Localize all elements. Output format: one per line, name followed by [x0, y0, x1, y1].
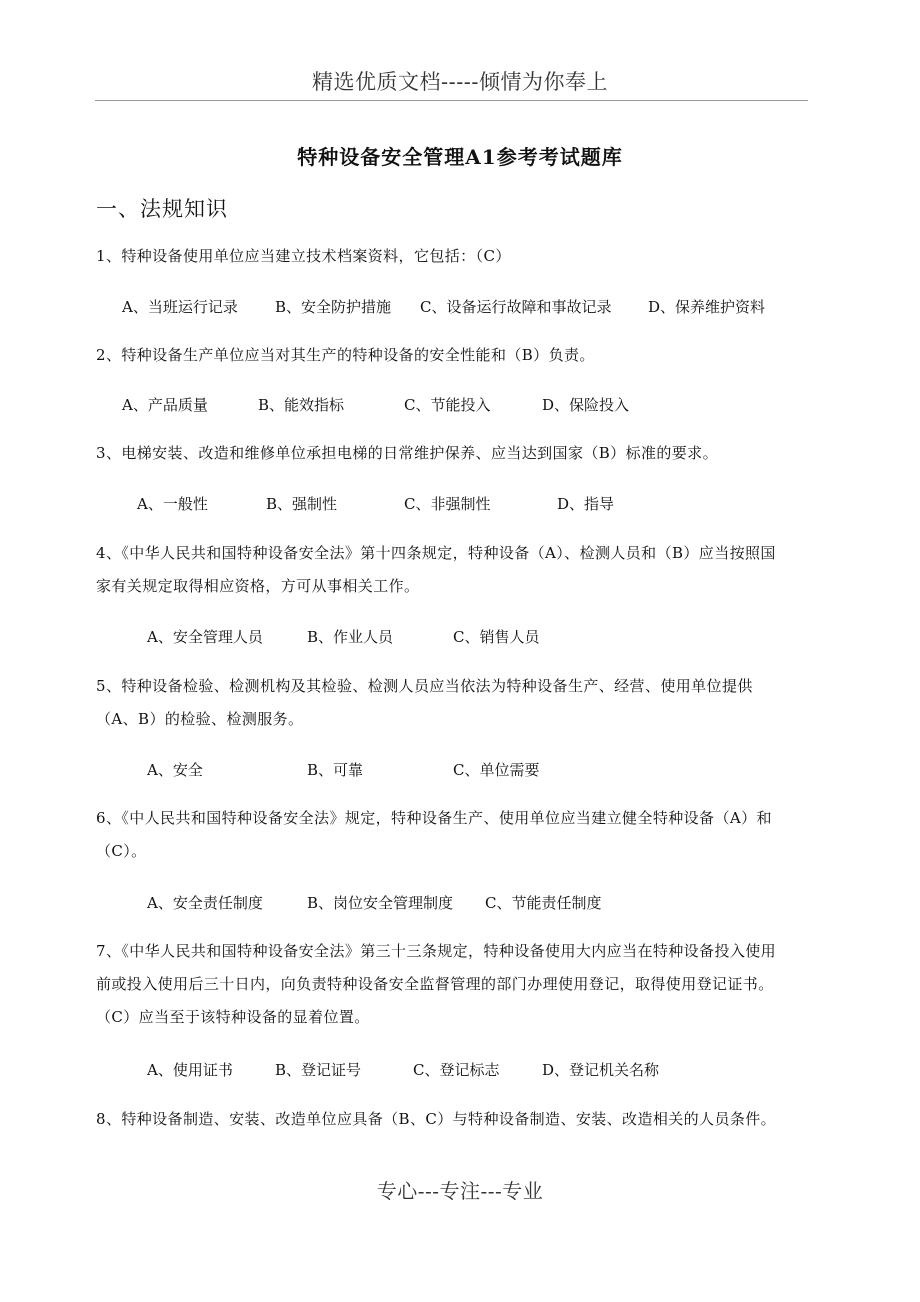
question-text: 1、特种设备使用单位应当建立技术档案资料，它包括：（C）: [96, 247, 511, 265]
question-text: 5、特种设备检验、检测机构及其检验、检测人员应当依法为特种设备生产、经营、使用单位提供: [96, 677, 753, 695]
page-header: 精选优质文档-----倾情为你奉上: [312, 70, 608, 94]
section-heading: 一、法规知识: [96, 197, 228, 221]
option-b: B、登记证号: [275, 1061, 362, 1079]
question-7: [96, 935, 809, 1034]
option-a: A、使用证书: [147, 1061, 233, 1079]
option-a: A、当班运行记录: [122, 298, 238, 316]
option-b: B、可靠: [307, 761, 364, 779]
option-b: B、作业人员: [307, 628, 394, 646]
option-b: B、强制性: [266, 495, 338, 513]
option-c: C、设备运行故障和事故记录: [420, 298, 612, 316]
question-5: [96, 670, 809, 736]
document-title: 特种设备安全管理A1参考考试题库: [297, 145, 623, 169]
question-2: [96, 339, 809, 372]
option-a: A、一般性: [137, 495, 208, 513]
question-text: （C）。: [96, 842, 147, 860]
option-c: C、非强制性: [404, 495, 491, 513]
question-text: 前或投入使用后三十日内，向负责特种设备安全监督管理的部门办理使用登记，取得使用登记证书。: [96, 975, 774, 993]
header-divider: [95, 100, 808, 101]
option-a: A、安全管理人员: [147, 628, 263, 646]
question-text: 4、《中华人民共和国特种设备安全法》第十四条规定，特种设备（A）、检测人员和（B）应当按照国: [96, 544, 776, 562]
question-text: 7、《中华人民共和国特种设备安全法》第三十三条规定，特种设备使用大内应当在特种设备投入使用: [96, 942, 777, 960]
option-c: C、节能投入: [404, 396, 491, 414]
question-text: （C）应当至于该特种设备的显着位置。: [96, 1008, 370, 1026]
question-text: 家有关规定取得相应资格，方可从事相关工作。: [96, 577, 420, 595]
question-text: 2、特种设备生产单位应当对其生产的特种设备的安全性能和（B）负责。: [96, 346, 595, 364]
question-6: [96, 802, 809, 868]
question-text: 3、电梯安装、改造和维修单位承担电梯的日常维护保养、应当达到国家（B）标准的要求。: [96, 444, 718, 462]
option-b: B、能效指标: [258, 396, 345, 414]
option-d: D、指导: [557, 495, 615, 513]
option-d: D、保养维护资料: [648, 298, 766, 316]
page-footer: 专心---专注---专业: [376, 1179, 544, 1203]
question-3: [96, 437, 809, 470]
option-b: B、安全防护措施: [275, 298, 392, 316]
question-text: 8、特种设备制造、安装、改造单位应具备（B、C）与特种设备制造、安装、改造相关的人员条件。: [96, 1110, 777, 1128]
question-text: （A、B）的检验、检测服务。: [96, 710, 304, 728]
option-c: C、登记标志: [413, 1061, 500, 1079]
question-4: [96, 537, 809, 603]
option-a: A、安全: [147, 761, 203, 779]
question-8: [96, 1103, 809, 1136]
question-1: [96, 240, 809, 273]
option-c: C、单位需要: [453, 761, 540, 779]
option-d: D、保险投入: [542, 396, 630, 414]
option-b: B、岗位安全管理制度: [307, 894, 454, 912]
option-c: C、销售人员: [453, 628, 540, 646]
question-text: 6、《中人民共和国特种设备安全法》规定，特种设备生产、使用单位应当建立健全特种设备（A）和: [96, 809, 772, 827]
option-c: C、节能责任制度: [485, 894, 602, 912]
option-a: A、产品质量: [122, 396, 208, 414]
option-d: D、登记机关名称: [542, 1061, 660, 1079]
option-a: A、安全责任制度: [147, 894, 263, 912]
